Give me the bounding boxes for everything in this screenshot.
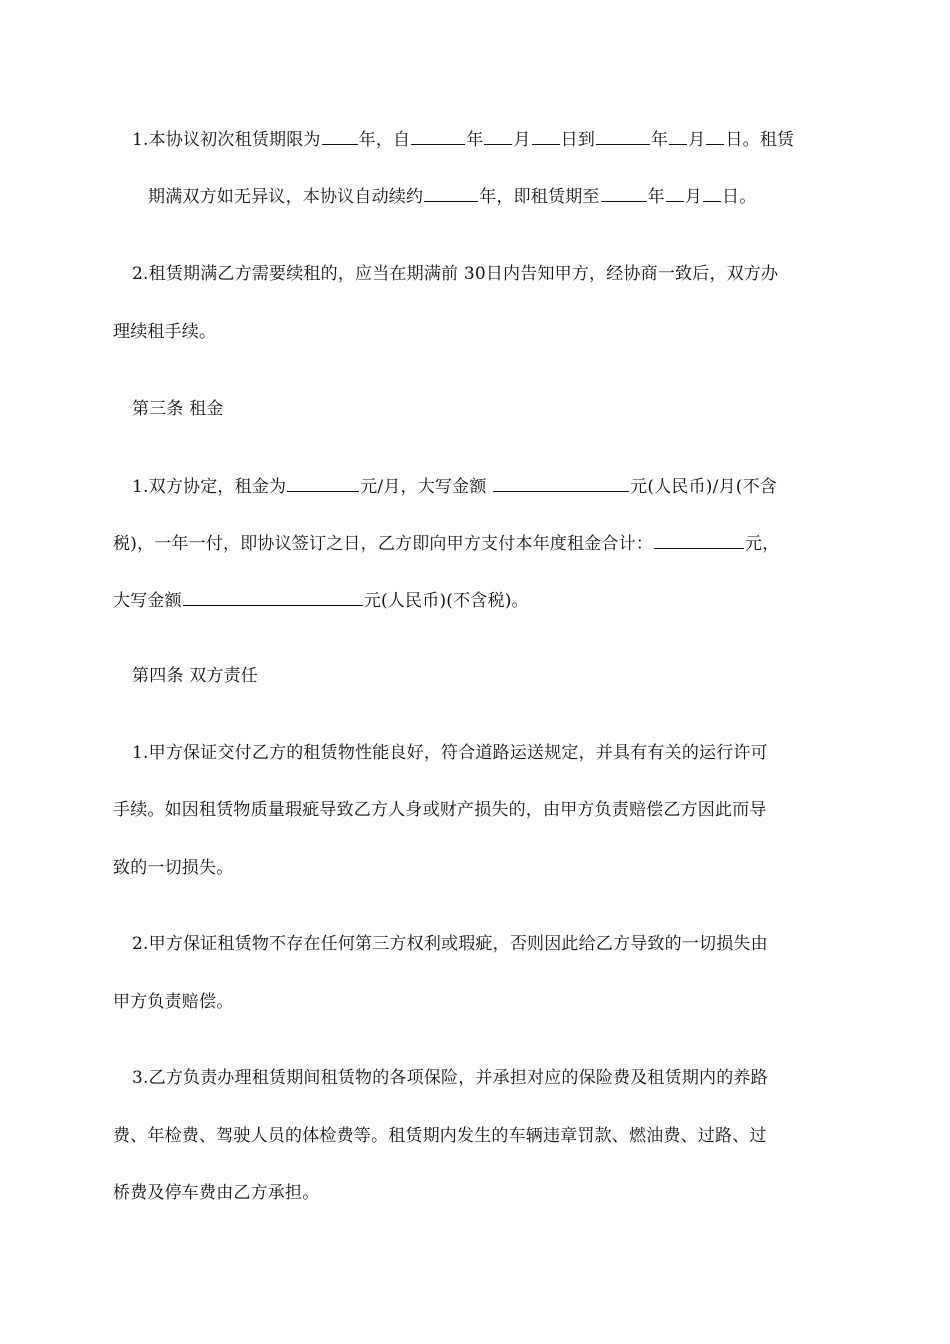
text-segment: 年	[651, 130, 669, 150]
clause-4-item-2-line-2: 甲方负责赔偿。	[113, 992, 234, 1012]
clause-2-item-2-line-1: 2.租赁期满乙方需要续租的，应当在期满前 30日内告知甲方，经协商一致后，双方办	[132, 264, 779, 284]
clause-3-item-1-line-2	[113, 531, 779, 556]
text-segment: 1.双方协定，租金为	[132, 477, 287, 497]
text-segment: 税)，一年一付，即协议签订之日，乙方即向甲方支付本年度租金合计：	[113, 534, 654, 554]
clause-4-item-2-line-1: 2.甲方保证租赁物不存在任何第三方权利或瑕疵，否则因此给乙方导致的一切损失由	[132, 934, 768, 954]
text-segment: 大写金额	[113, 591, 182, 611]
blank-field[interactable]	[703, 184, 721, 202]
blank-field[interactable]	[424, 184, 478, 202]
blank-field[interactable]	[596, 127, 650, 145]
section-heading-rent: 第三条 租金	[132, 399, 224, 419]
blank-field[interactable]	[183, 588, 363, 606]
clause-4-item-3-line-3: 桥费及停车费由乙方承担。	[113, 1183, 320, 1203]
blank-field[interactable]	[484, 127, 512, 145]
blank-field[interactable]	[493, 474, 629, 492]
blank-field[interactable]	[601, 184, 647, 202]
blank-field[interactable]	[287, 474, 359, 492]
blank-field[interactable]	[532, 127, 560, 145]
text-segment: 月	[513, 130, 531, 150]
section-heading-responsibilities: 第四条 双方责任	[132, 666, 259, 686]
text-segment: 日。租赁	[725, 130, 795, 150]
text-segment: 期满双方如无异议，本协议自动续约	[148, 187, 424, 207]
text-segment: 年	[466, 130, 484, 150]
text-segment: 元(人民币)(不含税)。	[363, 591, 529, 611]
text-segment: 年，自	[358, 130, 411, 150]
clause-4-item-1-line-2: 手续。如因租赁物质量瑕疵导致乙方人身或财产损失的，由甲方负责赔偿乙方因此而导	[113, 800, 767, 820]
text-segment: 月	[688, 130, 706, 150]
text-segment: 月	[684, 187, 703, 207]
blank-field[interactable]	[654, 531, 744, 549]
blank-field[interactable]	[411, 127, 465, 145]
clause-4-item-1-line-3: 致的一切损失。	[113, 858, 234, 878]
text-segment: 元，	[745, 534, 780, 554]
text-segment: 元/月，大写金额	[360, 477, 493, 497]
clause-4-item-3-line-1: 3.乙方负责办理租赁期间租赁物的各项保险，并承担对应的保险费及租赁期内的养路	[132, 1068, 768, 1088]
clause-2-item-1-line-2	[148, 184, 756, 209]
clause-4-item-3-line-2: 费、年检费、驾驶人员的体检费等。租赁期内发生的车辆违章罚款、燃油费、过路、过	[113, 1126, 767, 1146]
text-segment: 年	[647, 187, 665, 207]
clause-3-item-1-line-1	[132, 474, 777, 499]
text-segment: 年，即租赁期至	[479, 187, 600, 207]
clause-2-item-2-line-2: 理续租手续。	[113, 322, 217, 342]
clause-3-item-1-line-3	[113, 588, 529, 613]
text-segment: 元(人民币)/月(不含	[630, 477, 777, 497]
clause-2-item-1-line-1	[132, 127, 794, 152]
text-segment: 1.本协议初次租赁期限为	[132, 130, 321, 150]
blank-field[interactable]	[706, 127, 724, 145]
blank-field[interactable]	[666, 184, 684, 202]
blank-field[interactable]	[669, 127, 687, 145]
text-segment: 日。	[722, 187, 757, 207]
blank-field[interactable]	[322, 127, 358, 145]
clause-4-item-1-line-1: 1.甲方保证交付乙方的租赁物性能良好，符合道路运送规定，并具有有关的运行许可	[132, 743, 768, 763]
text-segment: 日到	[560, 130, 596, 150]
